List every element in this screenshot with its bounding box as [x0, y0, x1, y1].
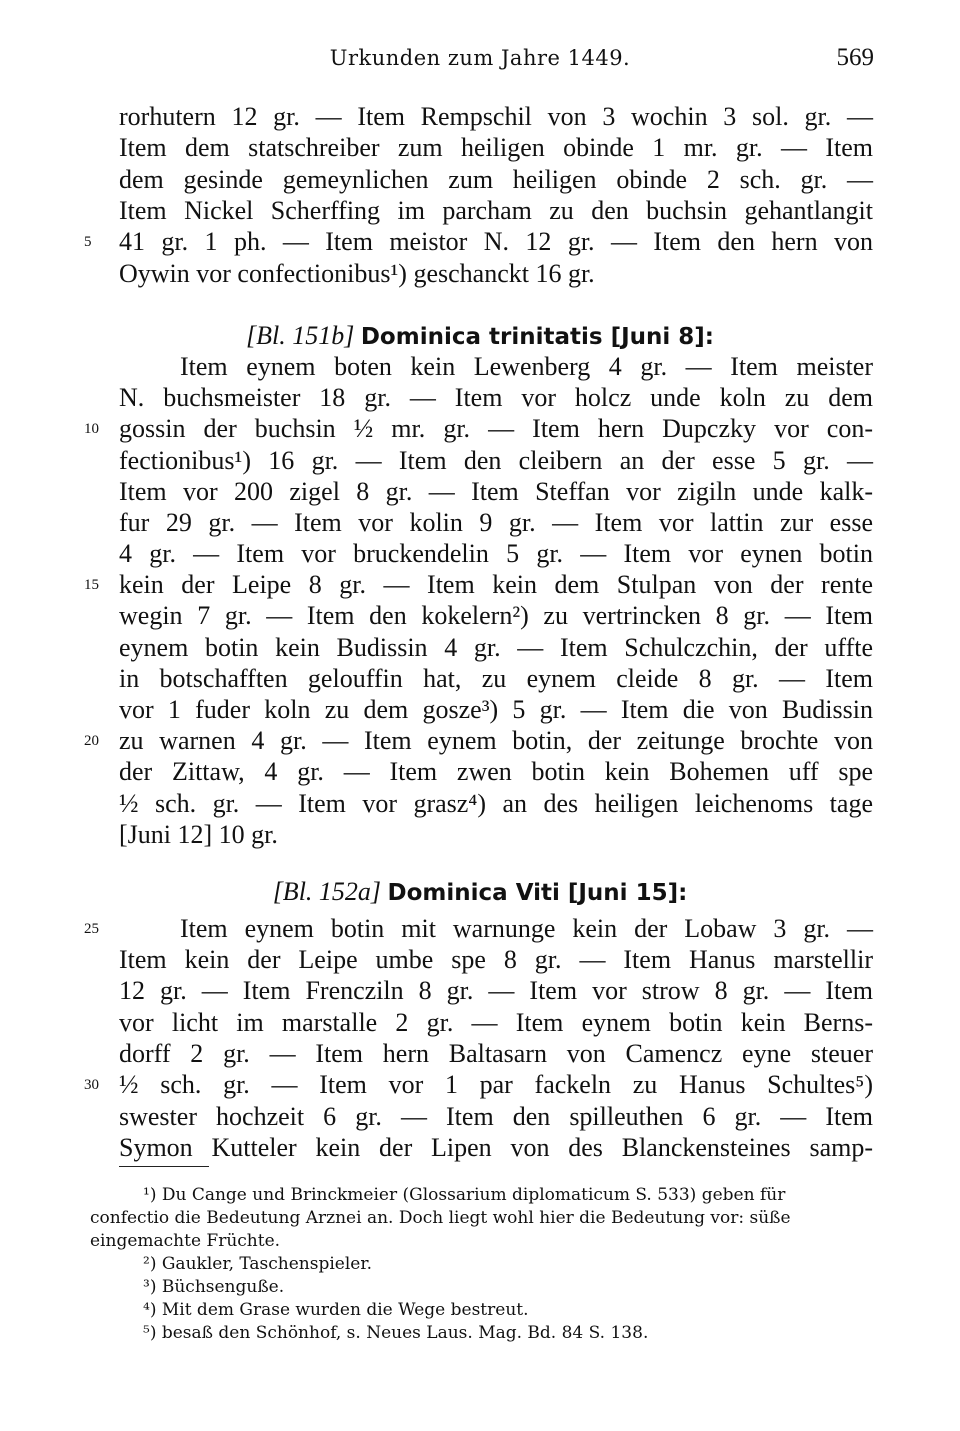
text-line: N. buchsmeister 18 gr. — Item vor holcz unde koln zu dem	[119, 383, 873, 412]
text-line: fectionibus¹) 16 gr. — Item den cleibern an der esse 5 gr. —	[119, 446, 873, 475]
text-line: Item eynem botin mit warnunge kein der Lobaw 3 gr. —	[180, 914, 873, 943]
text-line: ½ sch. gr. — Item vor 1 par fackeln zu Hanus Schultes⁵)	[119, 1070, 873, 1099]
running-head: Urkunden zum Jahre 1449.	[329, 46, 631, 70]
text-line: swester hochzeit 6 gr. — Item den spilleuthen 6 gr. — Item	[119, 1102, 873, 1131]
footnote: ¹) Du Cange und Brinckmeier (Glossarium diplomaticum S. 533) geben für	[143, 1185, 786, 1205]
text-line: kein der Leipe 8 gr. — Item kein dem Stulpan von der rente	[119, 570, 873, 599]
footnote: ⁴) Mit dem Grase wurden die Wege bestreut.	[143, 1300, 529, 1320]
footnote: ³) Büchsenguße.	[143, 1277, 285, 1297]
folio-reference: [Bl. 151b]	[246, 321, 355, 350]
text-line: Item dem statschreiber zum heiligen obinde 1 mr. gr. — Item	[119, 133, 873, 162]
text-line: 41 gr. 1 ph. — Item meistor N. 12 gr. — Item den hern von	[119, 227, 873, 256]
text-line: dem gesinde gemeynlichen zum heiligen obinde 2 sch. gr. —	[119, 165, 873, 194]
text-line: ½ sch. gr. — Item vor grasz⁴) an des heiligen leichenoms tage	[119, 789, 873, 818]
text-line: gossin der buchsin ½ mr. gr. — Item hern Dupczky vor con-	[119, 414, 873, 443]
text-line: rorhutern 12 gr. — Item Rempschil von 3 wochin 3 sol. gr. —	[119, 102, 873, 131]
section-title: Dominica Viti [Juni 15]:	[387, 880, 688, 906]
text-line: zu warnen 4 gr. — Item eynem botin, der zeitunge brochte von	[119, 726, 873, 755]
text-line: der Zittaw, 4 gr. — Item zwen botin kein Bohemen uff spe	[119, 757, 873, 786]
line-number: 25	[84, 921, 99, 937]
text-line: Item Nickel Scherffing im parcham zu den buchsin gehantlangit	[119, 196, 873, 225]
section-heading	[0, 320, 960, 353]
text-line: eynem botin kein Budissin 4 gr. — Item Schulczchin, der uffte	[119, 633, 873, 662]
text-line: 4 gr. — Item vor bruckendelin 5 gr. — Item vor eynen botin	[119, 539, 873, 568]
footnote-rule	[119, 1166, 209, 1167]
line-number: 30	[84, 1077, 99, 1093]
text-line: vor 1 fuder koln zu dem gosze³) 5 gr. — Item die von Budissin	[119, 695, 873, 724]
text-line: 12 gr. — Item Frencziln 8 gr. — Item vor strow 8 gr. — Item	[119, 976, 873, 1005]
footnote: eingemachte Früchte.	[90, 1231, 281, 1251]
footnote: ⁵) besaß den Schönhof, s. Neues Laus. Mag. Bd. 84 S. 138.	[143, 1323, 649, 1343]
text-line: vor licht im marstalle 2 gr. — Item eynem botin kein Berns-	[119, 1008, 873, 1037]
section-heading	[0, 876, 960, 909]
line-number: 5	[84, 234, 92, 250]
footnote: ²) Gaukler, Taschenspieler.	[143, 1254, 373, 1274]
line-number: 20	[84, 733, 99, 749]
text-line: dorff 2 gr. — Item hern Baltasarn von Camencz eyne steuer	[119, 1039, 873, 1068]
page-number: 569	[836, 44, 874, 71]
text-line: wegin 7 gr. — Item den kokelern²) zu vertrincken 8 gr. — Item	[119, 601, 873, 630]
text-line: Item vor 200 zigel 8 gr. — Item Steffan vor zigiln unde kalk-	[119, 477, 873, 506]
text-line: Item eynem boten kein Lewenberg 4 gr. — Item meister	[180, 352, 873, 381]
folio-reference: [Bl. 152a]	[272, 877, 382, 906]
line-number: 15	[84, 577, 99, 593]
text-line: in botschafften gelouffin hat, zu eynem cleide 8 gr. — Item	[119, 664, 873, 693]
text-line: [Juni 12] 10 gr.	[119, 820, 278, 849]
section-title: Dominica trinitatis [Juni 8]:	[360, 324, 714, 350]
text-line: Oywin vor confectionibus¹) geschanckt 16 gr.	[119, 259, 595, 288]
text-line: Item kein der Leipe umbe spe 8 gr. — Item Hanus marstellir	[119, 945, 873, 974]
text-line: fur 29 gr. — Item vor kolin 9 gr. — Item vor lattin zur esse	[119, 508, 873, 537]
footnote: confectio die Bedeutung Arznei an. Doch liegt wohl hier die Bedeutung vor: süße	[90, 1208, 791, 1228]
text-line: Symon Kutteler kein der Lipen von des Blanckensteines samp-	[119, 1133, 873, 1162]
line-number: 10	[84, 421, 99, 437]
